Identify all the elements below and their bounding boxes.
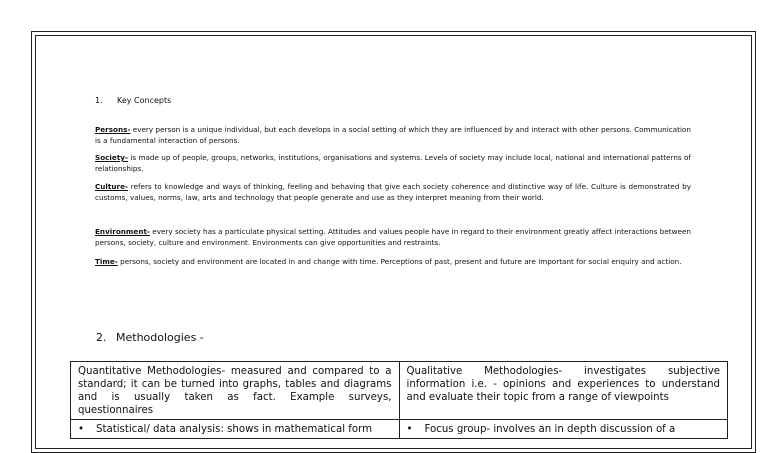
section-number: 1.	[95, 96, 103, 105]
definition-text: persons, society and environment are located in and change with time. Perceptions of past, present and future are important for social enquiry and action.	[117, 257, 682, 266]
quantitative-cell: Quantitative Methodologies- measured and compared to a standard; it can be turned into graphs, tables and diagrams and is usually taken as fact. Example surveys, questionnaires	[71, 362, 400, 420]
list-item	[71, 420, 400, 439]
list-item	[399, 420, 728, 439]
term-persons: Persons-	[95, 125, 131, 134]
table-row	[71, 362, 728, 420]
bullet-icon: •	[406, 424, 413, 435]
section-title: Key Concepts	[117, 96, 172, 105]
section-title: Methodologies -	[116, 331, 204, 344]
definition-environment	[95, 226, 691, 249]
definition-society	[95, 152, 691, 175]
definition-time	[95, 256, 691, 267]
definition-persons	[95, 124, 691, 147]
term-society: Society-	[95, 153, 128, 162]
methodologies-table	[70, 361, 728, 439]
definition-text: every person is a unique individual, but each develops in a social setting of which they are influenced by and interact with other persons. Communication is a fundamental interaction of persons.	[95, 125, 691, 146]
term-culture: Culture-	[95, 182, 128, 191]
term-time: Time-	[95, 257, 118, 266]
section-heading-key-concepts	[95, 96, 171, 105]
definition-text: is made up of people, groups, networks, institutions, organisations and systems. Levels of society may include local, national and international patterns of relationships.	[95, 153, 691, 174]
section-heading-methodologies	[96, 331, 204, 344]
bullet-icon: •	[78, 424, 85, 435]
definition-text: every society has a particulate physical setting. Attitudes and values people have in regard to their environment greatly affect interactions between persons, society, culture and environment. Environments can give opportunities and restraints.	[95, 227, 691, 248]
section-number: 2.	[96, 331, 107, 344]
list-item-text: Statistical/ data analysis: shows in mathematical form	[96, 424, 373, 435]
qualitative-cell: Qualitative Methodologies- investigates subjective information i.e. - opinions and experiences to understand and evaluate their topic from a range of viewpoints	[399, 362, 728, 420]
definition-culture	[95, 181, 691, 204]
table-row	[71, 420, 728, 439]
term-environment: Environment-	[95, 227, 150, 236]
list-item-text: Focus group- involves an in depth discussion of a	[424, 424, 676, 435]
definition-text: refers to knowledge and ways of thinking, feeling and behaving that give each society coherence and distinctive way of life. Culture is demonstrated by customs, values, norms, law, arts and technology that people generate and use as they interpret meaning from their world.	[95, 182, 691, 203]
